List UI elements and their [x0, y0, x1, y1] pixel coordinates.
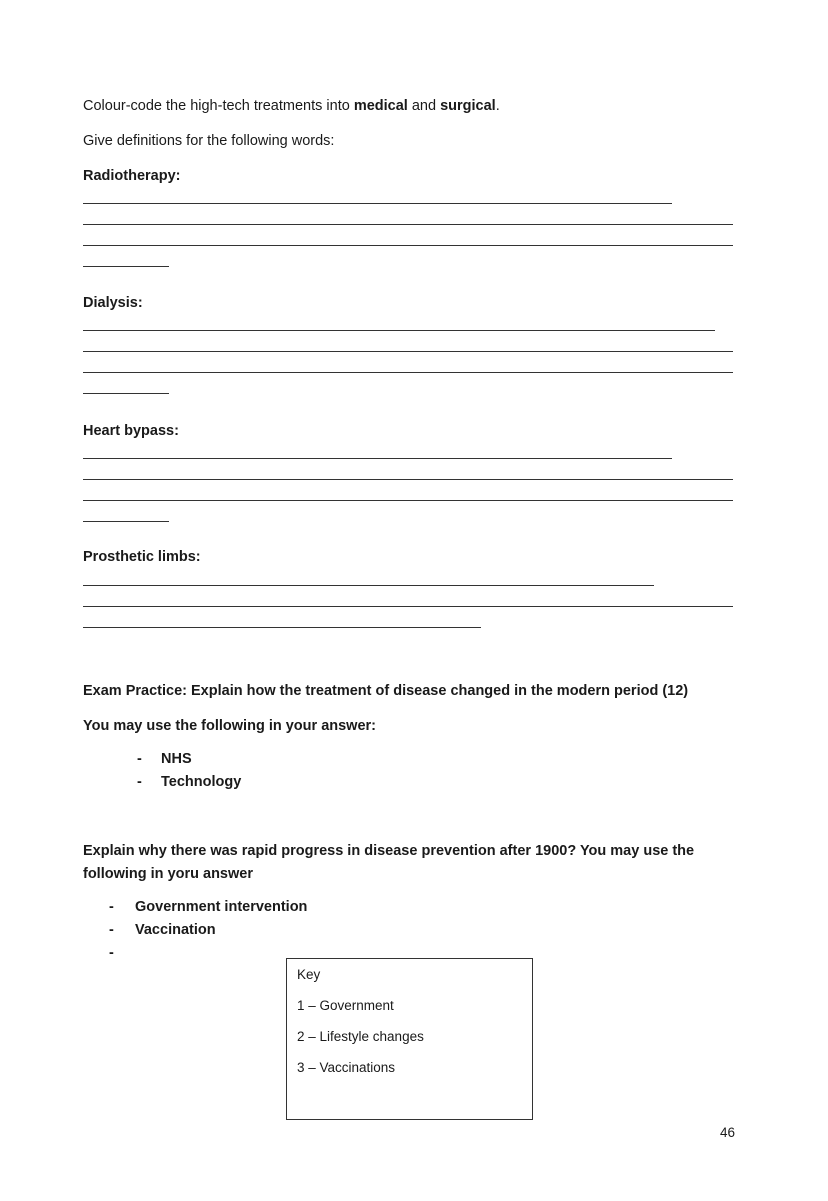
question2-line1: Explain why there was rapid progress in disease prevention after 1900? You may use the — [83, 843, 695, 859]
bullet-dash: - — [137, 774, 142, 790]
bullet-dash: - — [137, 751, 142, 767]
term-heart-bypass: Heart bypass: — [83, 423, 179, 439]
instruction-and: and — [407, 98, 441, 114]
answer-line[interactable] — [83, 245, 733, 246]
term-dialysis: Dialysis: — [83, 295, 143, 311]
answer-line[interactable] — [83, 479, 733, 480]
answer-line[interactable] — [83, 203, 672, 204]
answer-line[interactable] — [83, 224, 733, 225]
bullet-dash: - — [109, 899, 114, 915]
answer-line[interactable] — [83, 627, 481, 628]
key-item-government: 1 – Government — [297, 998, 394, 1013]
answer-line[interactable] — [83, 351, 733, 352]
bullet-technology: Technology — [161, 774, 242, 790]
term-prosthetic-limbs: Prosthetic limbs: — [83, 549, 201, 565]
key-title: Key — [297, 967, 321, 982]
key-box — [286, 958, 533, 1120]
answer-line[interactable] — [83, 372, 733, 373]
page-number: 46 — [720, 1125, 736, 1140]
definitions-prompt: Give definitions for the following words: — [83, 133, 335, 149]
answer-line[interactable] — [83, 330, 715, 331]
answer-line[interactable] — [83, 585, 654, 586]
exam-practice-hint: You may use the following in your answer: — [83, 718, 376, 734]
question2-line2: following in yoru answer — [83, 866, 253, 882]
instruction-prefix: Colour-code the high-tech treatments into — [83, 98, 354, 114]
key-item-lifestyle: 2 – Lifestyle changes — [297, 1029, 424, 1044]
answer-line[interactable] — [83, 458, 672, 459]
instruction-text — [83, 97, 500, 115]
bullet-vaccination: Vaccination — [135, 922, 216, 938]
key-item-vaccinations: 3 – Vaccinations — [297, 1060, 396, 1075]
exam-practice-question: Exam Practice: Explain how the treatment of disease changed in the modern period (12) — [83, 683, 689, 699]
answer-line[interactable] — [83, 606, 733, 607]
answer-line[interactable] — [83, 521, 169, 522]
bullet-nhs: NHS — [161, 751, 192, 767]
answer-line[interactable] — [83, 393, 169, 394]
bullet-dash: - — [109, 922, 114, 938]
answer-line[interactable] — [83, 500, 733, 501]
bullet-government-intervention: Government intervention — [135, 899, 308, 915]
answer-line[interactable] — [83, 266, 169, 267]
bullet-dash: - — [109, 945, 114, 961]
term-radiotherapy: Radiotherapy: — [83, 168, 181, 184]
instruction-surgical: surgical — [440, 98, 496, 114]
instruction-medical: medical — [353, 98, 408, 114]
instruction-suffix: . — [495, 98, 500, 114]
